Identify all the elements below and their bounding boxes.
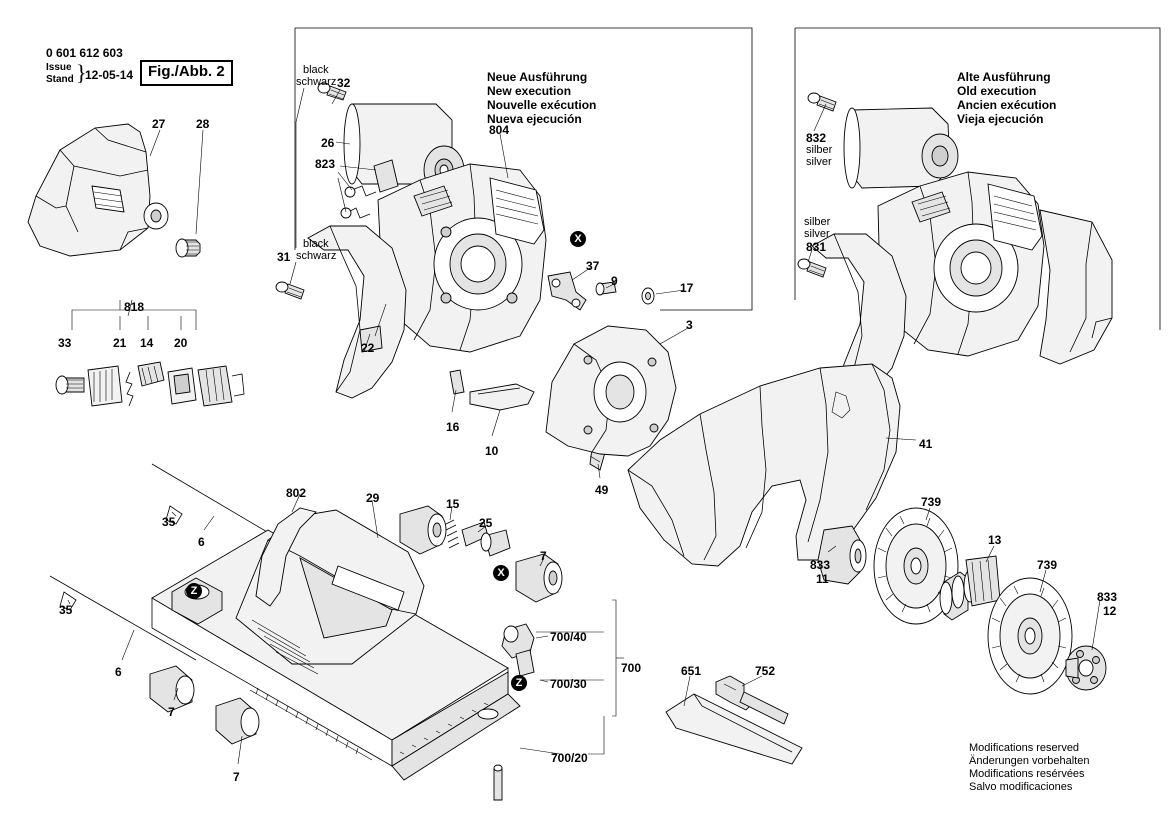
footer-line-fr: Modifications resérvées xyxy=(969,768,1085,780)
marker-z-bottom: Z xyxy=(511,675,527,691)
callout-new-es: Nueva ejecución xyxy=(487,112,582,126)
issue-label-de: Stand xyxy=(46,74,74,85)
pn-33: 33 xyxy=(58,336,72,350)
pn-700-20: 700/20 xyxy=(551,751,588,765)
callout-old-fr: Ancien exécution xyxy=(957,98,1057,112)
color-note-black-en-mid: black xyxy=(303,238,329,250)
pn-15: 15 xyxy=(446,497,460,511)
pn-700-30: 700/30 xyxy=(550,677,587,691)
pn-25: 25 xyxy=(479,516,493,530)
pn-7a: 7 xyxy=(540,549,547,563)
marker-z-left: Z xyxy=(186,583,202,599)
color-note-black-de-top: schwarz xyxy=(296,76,337,88)
art-tools xyxy=(666,676,802,764)
figure-label-box: Fig./Abb. 2 xyxy=(140,60,233,86)
pn-7c: 7 xyxy=(233,770,240,784)
pn-21: 21 xyxy=(113,336,127,350)
issue-brace: } xyxy=(76,60,87,85)
callout-new-en: New execution xyxy=(487,84,572,98)
footer-line-es: Salvo modificaciones xyxy=(969,781,1073,793)
pn-26: 26 xyxy=(321,136,335,150)
pn-35a: 35 xyxy=(162,515,176,529)
color-note-black-en-top: black xyxy=(303,64,329,76)
issue-date: 12-05-14 xyxy=(85,68,134,82)
pn-10: 10 xyxy=(485,444,499,458)
callout-old-es: Vieja ejecución xyxy=(957,112,1044,126)
pn-823: 823 xyxy=(315,157,336,171)
pn-11: 11 xyxy=(816,572,829,586)
pn-9: 9 xyxy=(611,274,618,288)
pn-13: 13 xyxy=(988,533,1002,547)
footer-line-en: Modifications reserved xyxy=(969,742,1080,754)
art-sled-assembly xyxy=(50,464,624,800)
pn-6b: 6 xyxy=(115,665,122,679)
callout-old-en: Old execution xyxy=(957,84,1037,98)
pn-833b: 833 xyxy=(1097,590,1118,604)
pn-27: 27 xyxy=(152,117,166,131)
pn-28: 28 xyxy=(196,117,210,131)
color-note-silber-832: silber xyxy=(806,144,833,156)
footer-line-de: Änderungen vorbehalten xyxy=(969,755,1090,767)
pn-32: 32 xyxy=(337,76,351,90)
callout-new-fr: Nouvelle exécution xyxy=(487,98,597,112)
pn-35b: 35 xyxy=(59,603,73,617)
pn-31: 31 xyxy=(277,250,291,264)
callout-new-de: Neue Ausführung xyxy=(487,70,588,84)
pn-832: 832 xyxy=(806,131,827,145)
part-number: 0 601 612 603 xyxy=(46,46,123,60)
art-discs xyxy=(818,508,1106,694)
pn-12: 12 xyxy=(1103,604,1117,618)
pn-29: 29 xyxy=(366,491,380,505)
art-old-execution xyxy=(798,93,1112,400)
pn-700: 700 xyxy=(621,661,642,675)
pn-802: 802 xyxy=(286,486,307,500)
pn-6a: 6 xyxy=(198,535,205,549)
marker-x-top: X xyxy=(570,231,586,247)
art-group-818 xyxy=(56,300,244,406)
color-note-silber-831: silber xyxy=(804,216,831,228)
issue-label-en: Issue xyxy=(46,62,72,73)
pn-651: 651 xyxy=(681,664,702,678)
marker-x-mid: X xyxy=(493,565,509,581)
pn-3: 3 xyxy=(686,318,693,332)
pn-16: 16 xyxy=(446,420,460,434)
pn-831: 831 xyxy=(806,240,827,254)
pn-804: 804 xyxy=(489,123,510,137)
pn-739a: 739 xyxy=(921,495,942,509)
pn-49: 49 xyxy=(595,483,609,497)
pn-833a: 833 xyxy=(810,558,831,572)
color-note-silver-831: silver xyxy=(804,228,830,240)
pn-22: 22 xyxy=(361,341,375,355)
pn-17: 17 xyxy=(680,281,694,295)
pn-739b: 739 xyxy=(1037,558,1058,572)
pn-7b: 7 xyxy=(168,705,175,719)
pn-41: 41 xyxy=(919,437,933,451)
art-cover-27 xyxy=(28,124,200,257)
pn-752: 752 xyxy=(755,664,776,678)
callout-old-de: Alte Ausführung xyxy=(957,70,1051,84)
pn-14: 14 xyxy=(140,336,154,350)
pn-37: 37 xyxy=(586,259,600,273)
color-note-black-de-mid: schwarz xyxy=(296,250,337,262)
pn-818: 818 xyxy=(124,300,145,314)
pn-700-40: 700/40 xyxy=(550,630,587,644)
pn-20: 20 xyxy=(174,336,188,350)
color-note-silver-832: silver xyxy=(806,156,832,168)
